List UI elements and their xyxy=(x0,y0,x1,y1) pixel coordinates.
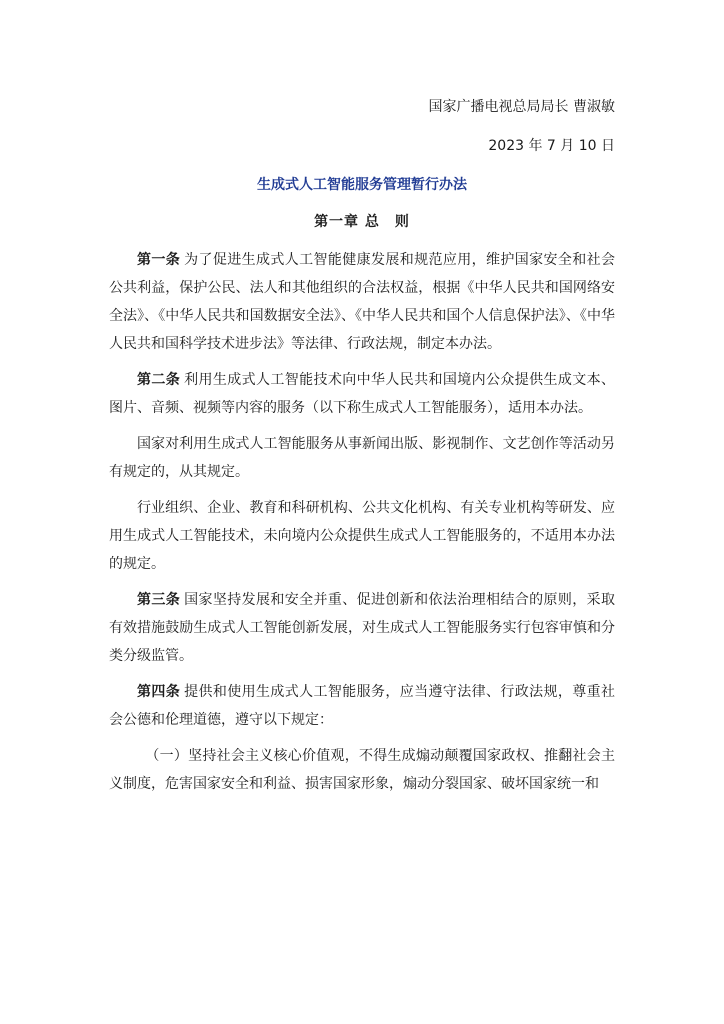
article-number: 第二条 xyxy=(137,372,181,388)
paragraph-text: 行业组织、企业、教育和科研机构、公共文化机构、有关专业机构等研发、应用生成式人工智能技术，未向境内公众提供生成式人工智能服务的，不适用本办法的规定。 xyxy=(109,500,615,572)
article-2 xyxy=(109,366,615,422)
document-title: 生成式人工智能服务管理暂行办法 xyxy=(257,177,467,193)
paragraph-text: 国家对利用生成式人工智能服务从事新闻出版、影视制作、文艺创作等活动另有规定的，从其规定。 xyxy=(109,436,615,480)
article-text: 提供和使用生成式人工智能服务，应当遵守法律、行政法规，尊重社会公德和伦理道德，遵守以下规定： xyxy=(109,684,615,728)
article-text: 利用生成式人工智能技术向中华人民共和国境内公众提供生成文本、图片、音频、视频等内容的服务（以下称生成式人工智能服务），适用本办法。 xyxy=(109,372,615,416)
signature-official: 国家广播电视总局局长 曹淑敏 xyxy=(428,99,615,115)
article-number: 第一条 xyxy=(137,252,181,268)
document-body xyxy=(109,246,615,806)
article-2-clause-2 xyxy=(109,430,615,486)
signature-date: 2023 年 7 月 10 日 xyxy=(488,138,615,154)
chapter-heading: 第一章 总 则 xyxy=(314,214,410,230)
article-number: 第三条 xyxy=(137,592,181,608)
item-text: （一）坚持社会主义核心价值观，不得生成煽动颠覆国家政权、推翻社会主义制度，危害国家安全和利益、损害国家形象，煽动分裂国家、破坏国家统一和 xyxy=(109,748,615,792)
article-1 xyxy=(109,246,615,358)
article-text: 为了促进生成式人工智能健康发展和规范应用，维护国家安全和社会公共利益，保护公民、法人和其他组织的合法权益，根据《中华人民共和国网络安全法》、《中华人民共和国数据安全法》、《中华人民共和国个人信息保护法》、《中华人民共和国科学技术进步法》等法律、行政法规，制定本办法。 xyxy=(109,252,615,352)
article-3 xyxy=(109,586,615,670)
article-2-clause-3 xyxy=(109,494,615,578)
article-4-item-1 xyxy=(109,742,615,798)
article-text: 国家坚持发展和安全并重、促进创新和依法治理相结合的原则，采取有效措施鼓励生成式人工智能创新发展，对生成式人工智能服务实行包容审慎和分类分级监管。 xyxy=(109,592,615,664)
article-number: 第四条 xyxy=(137,684,181,700)
article-4 xyxy=(109,678,615,734)
